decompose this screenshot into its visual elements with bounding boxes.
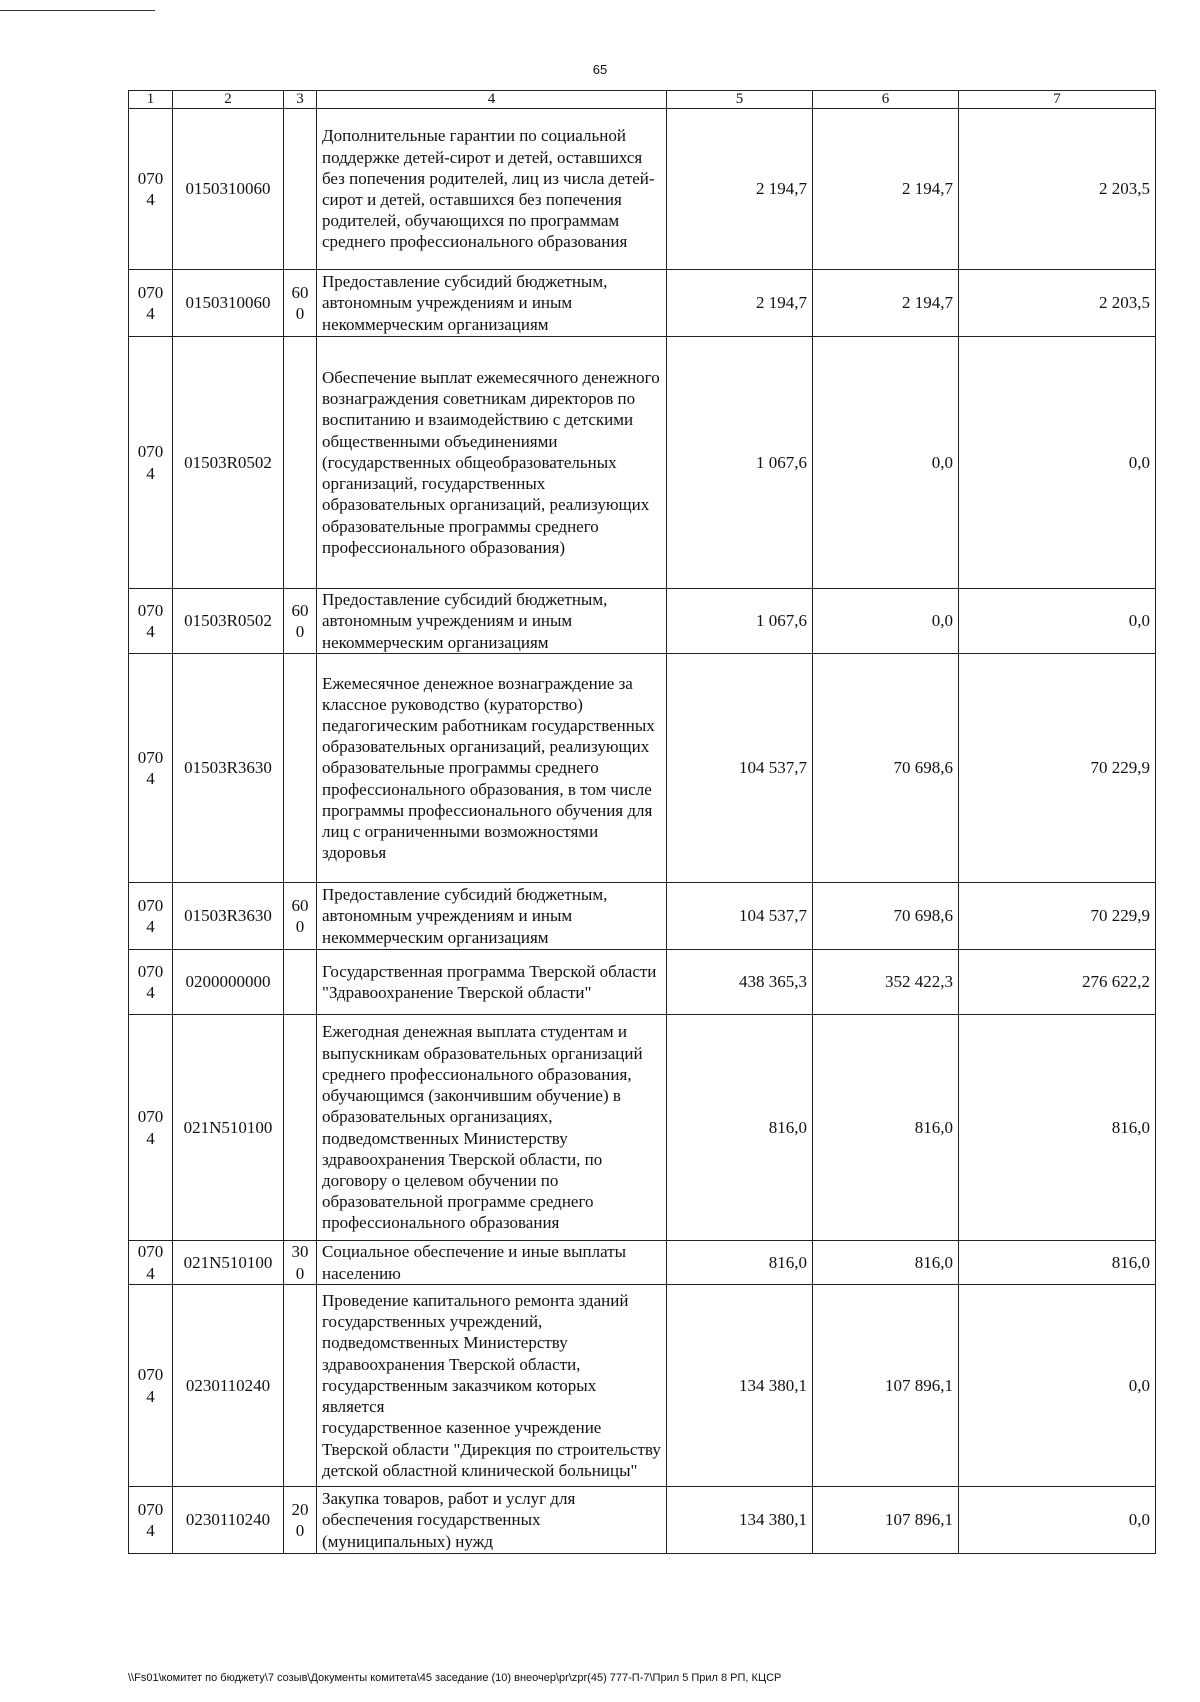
amount-year-2: 0,0 [813,337,959,589]
amount-year-2: 2 194,7 [813,109,959,270]
description-line: некоммерческим организациям [322,927,549,947]
table-row [129,1241,1156,1285]
description-line: среднего профессионального образования, [322,1064,632,1084]
amount-year-3: 816,0 [959,1015,1156,1241]
description-line: здравоохранения Тверской области, по [322,1149,603,1169]
amount-year-3: 70 229,9 [959,883,1156,950]
section-cell: 0704 [129,337,173,589]
amount-year-3: 70 229,9 [959,654,1156,883]
expense-type-cell [284,337,317,589]
description-line: организаций, государственных [322,474,546,494]
amount-year-1: 438 365,3 [667,950,813,1015]
description-line: подведомственных Министерству [322,1333,568,1353]
section-cell: 0704 [129,1241,173,1285]
amount-year-1: 104 537,7 [667,883,813,950]
description-line: здравоохранения Тверской области, [322,1354,581,1374]
budget-table [128,90,1156,1554]
description-line: (муниципальных) нужд [322,1531,494,1551]
description-line: общественными объединениями [322,431,558,451]
amount-year-1: 1 067,6 [667,337,813,589]
table-row [129,337,1156,589]
description-line: Закупка товаров, работ и услуг для [322,1489,576,1509]
amount-year-2: 816,0 [813,1015,959,1241]
table-row [129,1487,1156,1554]
description-line: Предоставление субсидий бюджетным, [322,590,608,610]
table-row [129,883,1156,950]
description-line: Государственная программа Тверской области [322,961,657,981]
amount-year-3: 2 203,5 [959,109,1156,270]
section-cell: 0704 [129,1285,173,1487]
description-line: Ежемесячное денежное вознаграждение за [322,673,633,693]
description-line: государственное казенное учреждение [322,1418,602,1438]
column-header: 3 [284,91,317,109]
expense-type-cell: 200 [284,1487,317,1554]
expense-type-cell: 600 [284,589,317,654]
description-line: Социальное обеспечение и иные выплаты [322,1242,627,1262]
section-cell: 0704 [129,270,173,337]
description-line: населению [322,1263,401,1283]
description-line: Обеспечение выплат ежемесячного денежного [322,368,660,388]
description-line: Предоставление субсидий бюджетным, [322,885,608,905]
table-row [129,1015,1156,1241]
table-row [129,109,1156,270]
description-line: родителей, обучающихся по программам [322,211,620,231]
description-line: программы профессионального обучения для [322,800,653,820]
description-line: воспитанию и взаимодействию с детскими [322,410,634,430]
description-line: "Здравоохранение Тверской области" [322,983,592,1002]
description-line: педагогическим работникам государственных [322,715,655,735]
description-line: Предоставление субсидий бюджетным, [322,272,608,292]
section-cell: 0704 [129,950,173,1015]
amount-year-1: 816,0 [667,1241,813,1285]
description-line: образовательной программе среднего [322,1192,594,1212]
description-cell [317,1487,667,1554]
amount-year-3: 276 622,2 [959,950,1156,1015]
amount-year-1: 134 380,1 [667,1285,813,1487]
column-header: 1 [129,91,173,109]
expense-type-cell [284,654,317,883]
description-line: некоммерческим организациям [322,632,549,652]
table-row [129,589,1156,654]
description-line: образовательные программы среднего [322,516,599,536]
description-line: некоммерческим организациям [322,314,549,334]
target-code-cell: 021N510100 [173,1015,284,1241]
description-line: Проведение капитального ремонта зданий [322,1291,629,1311]
target-code-cell: 01503R3630 [173,883,284,950]
section-cell: 0704 [129,1487,173,1554]
amount-year-2: 70 698,6 [813,883,959,950]
amount-year-3: 816,0 [959,1241,1156,1285]
target-code-cell: 0230110240 [173,1487,284,1554]
description-line: образовательных организациях, [322,1107,553,1127]
amount-year-3: 0,0 [959,1487,1156,1554]
target-code-cell: 0150310060 [173,270,284,337]
description-cell [317,883,667,950]
description-line: автономным учреждениям и иным [322,906,573,926]
target-code-cell: 01503R3630 [173,654,284,883]
column-header: 2 [173,91,284,109]
amount-year-3: 0,0 [959,337,1156,589]
column-header: 7 [959,91,1156,109]
target-code-cell: 0230110240 [173,1285,284,1487]
section-cell: 0704 [129,654,173,883]
target-code-cell: 0200000000 [173,950,284,1015]
description-cell [317,1285,667,1487]
description-line: образовательных организаций, реализующих [322,737,650,757]
section-cell: 0704 [129,109,173,270]
amount-year-1: 816,0 [667,1015,813,1241]
column-header: 6 [813,91,959,109]
description-line: обеспечения государственных [322,1510,541,1530]
target-code-cell: 021N510100 [173,1241,284,1285]
description-line: обучающимся (закончившим обучение) в [322,1086,621,1106]
target-code-cell: 0150310060 [173,109,284,270]
description-line: сирот и детей, оставшихся без попечения [322,190,622,209]
description-line: автономным учреждениям и иным [322,293,573,313]
amount-year-3: 0,0 [959,589,1156,654]
description-line: выпускникам образовательных организаций [322,1043,643,1063]
description-line: автономным учреждениям и иным [322,611,573,631]
page-number: 65 [592,62,608,77]
description-cell [317,589,667,654]
description-line: Ежегодная денежная выплата студентам и [322,1022,627,1042]
section-cell: 0704 [129,589,173,654]
expense-type-cell: 300 [284,1241,317,1285]
description-cell [317,337,667,589]
column-number-row [129,91,1156,109]
description-line: без попечения родителей, лиц из числа детей- [322,168,655,188]
amount-year-3: 2 203,5 [959,270,1156,337]
description-line: Дополнительные гарантии по социальной [322,126,626,146]
amount-year-2: 816,0 [813,1241,959,1285]
description-line: профессионального образования) [322,537,566,557]
description-line: образовательные программы среднего [322,758,599,778]
amount-year-1: 2 194,7 [667,109,813,270]
amount-year-2: 107 896,1 [813,1487,959,1554]
description-cell [317,1241,667,1285]
top-rule [0,10,155,11]
description-cell [317,950,667,1015]
description-line: государственных учреждений, [322,1312,543,1332]
description-line: договору о целевом обучении по [322,1170,559,1190]
description-line: Тверской области "Дирекция по строительству [322,1439,661,1459]
description-line: профессионального образования [322,1213,560,1233]
amount-year-1: 104 537,7 [667,654,813,883]
expense-type-cell [284,109,317,270]
description-line: детской областной клинической больницы" [322,1460,638,1480]
amount-year-2: 352 422,3 [813,950,959,1015]
column-header: 4 [317,91,667,109]
description-line: подведомственных Министерству [322,1128,568,1148]
description-line: поддержке детей-сирот и детей, оставшихся [322,147,643,167]
description-line: государственным заказчиком которых является [322,1375,597,1417]
description-cell [317,109,667,270]
target-code-cell: 01503R0502 [173,589,284,654]
section-cell: 0704 [129,1015,173,1241]
amount-year-2: 2 194,7 [813,270,959,337]
table-row [129,1285,1156,1487]
description-line: лиц с ограниченными возможностями здоровья [322,822,599,863]
section-cell: 0704 [129,883,173,950]
target-code-cell: 01503R0502 [173,337,284,589]
expense-type-cell [284,1015,317,1241]
table-row [129,950,1156,1015]
amount-year-1: 134 380,1 [667,1487,813,1554]
description-line: (государственных общеобразовательных [322,452,617,472]
description-line: образовательных организаций, реализующих [322,495,650,515]
amount-year-2: 0,0 [813,589,959,654]
amount-year-2: 107 896,1 [813,1285,959,1487]
description-cell [317,654,667,883]
amount-year-2: 70 698,6 [813,654,959,883]
amount-year-1: 2 194,7 [667,270,813,337]
description-cell [317,1015,667,1241]
expense-type-cell [284,950,317,1015]
amount-year-1: 1 067,6 [667,589,813,654]
description-line: вознаграждения советникам директоров по [322,389,636,409]
description-cell [317,270,667,337]
column-header: 5 [667,91,813,109]
file-path-footer: \\Fs01\комитет по бюджету\7 созыв\Документы комитета\45 заседание (10) внеочер\pr\zpr(45) 777-П-7\Прил 5 Прил 8 РП, КЦСР [128,1672,782,1684]
amount-year-3: 0,0 [959,1285,1156,1487]
description-line: классное руководство (кураторство) [322,694,583,714]
table-row [129,270,1156,337]
table-row [129,654,1156,883]
expense-type-cell: 600 [284,270,317,337]
description-line: среднего профессионального образования [322,232,628,252]
description-line: профессионального образования, в том числе [322,779,652,799]
expense-type-cell [284,1285,317,1487]
expense-type-cell: 600 [284,883,317,950]
